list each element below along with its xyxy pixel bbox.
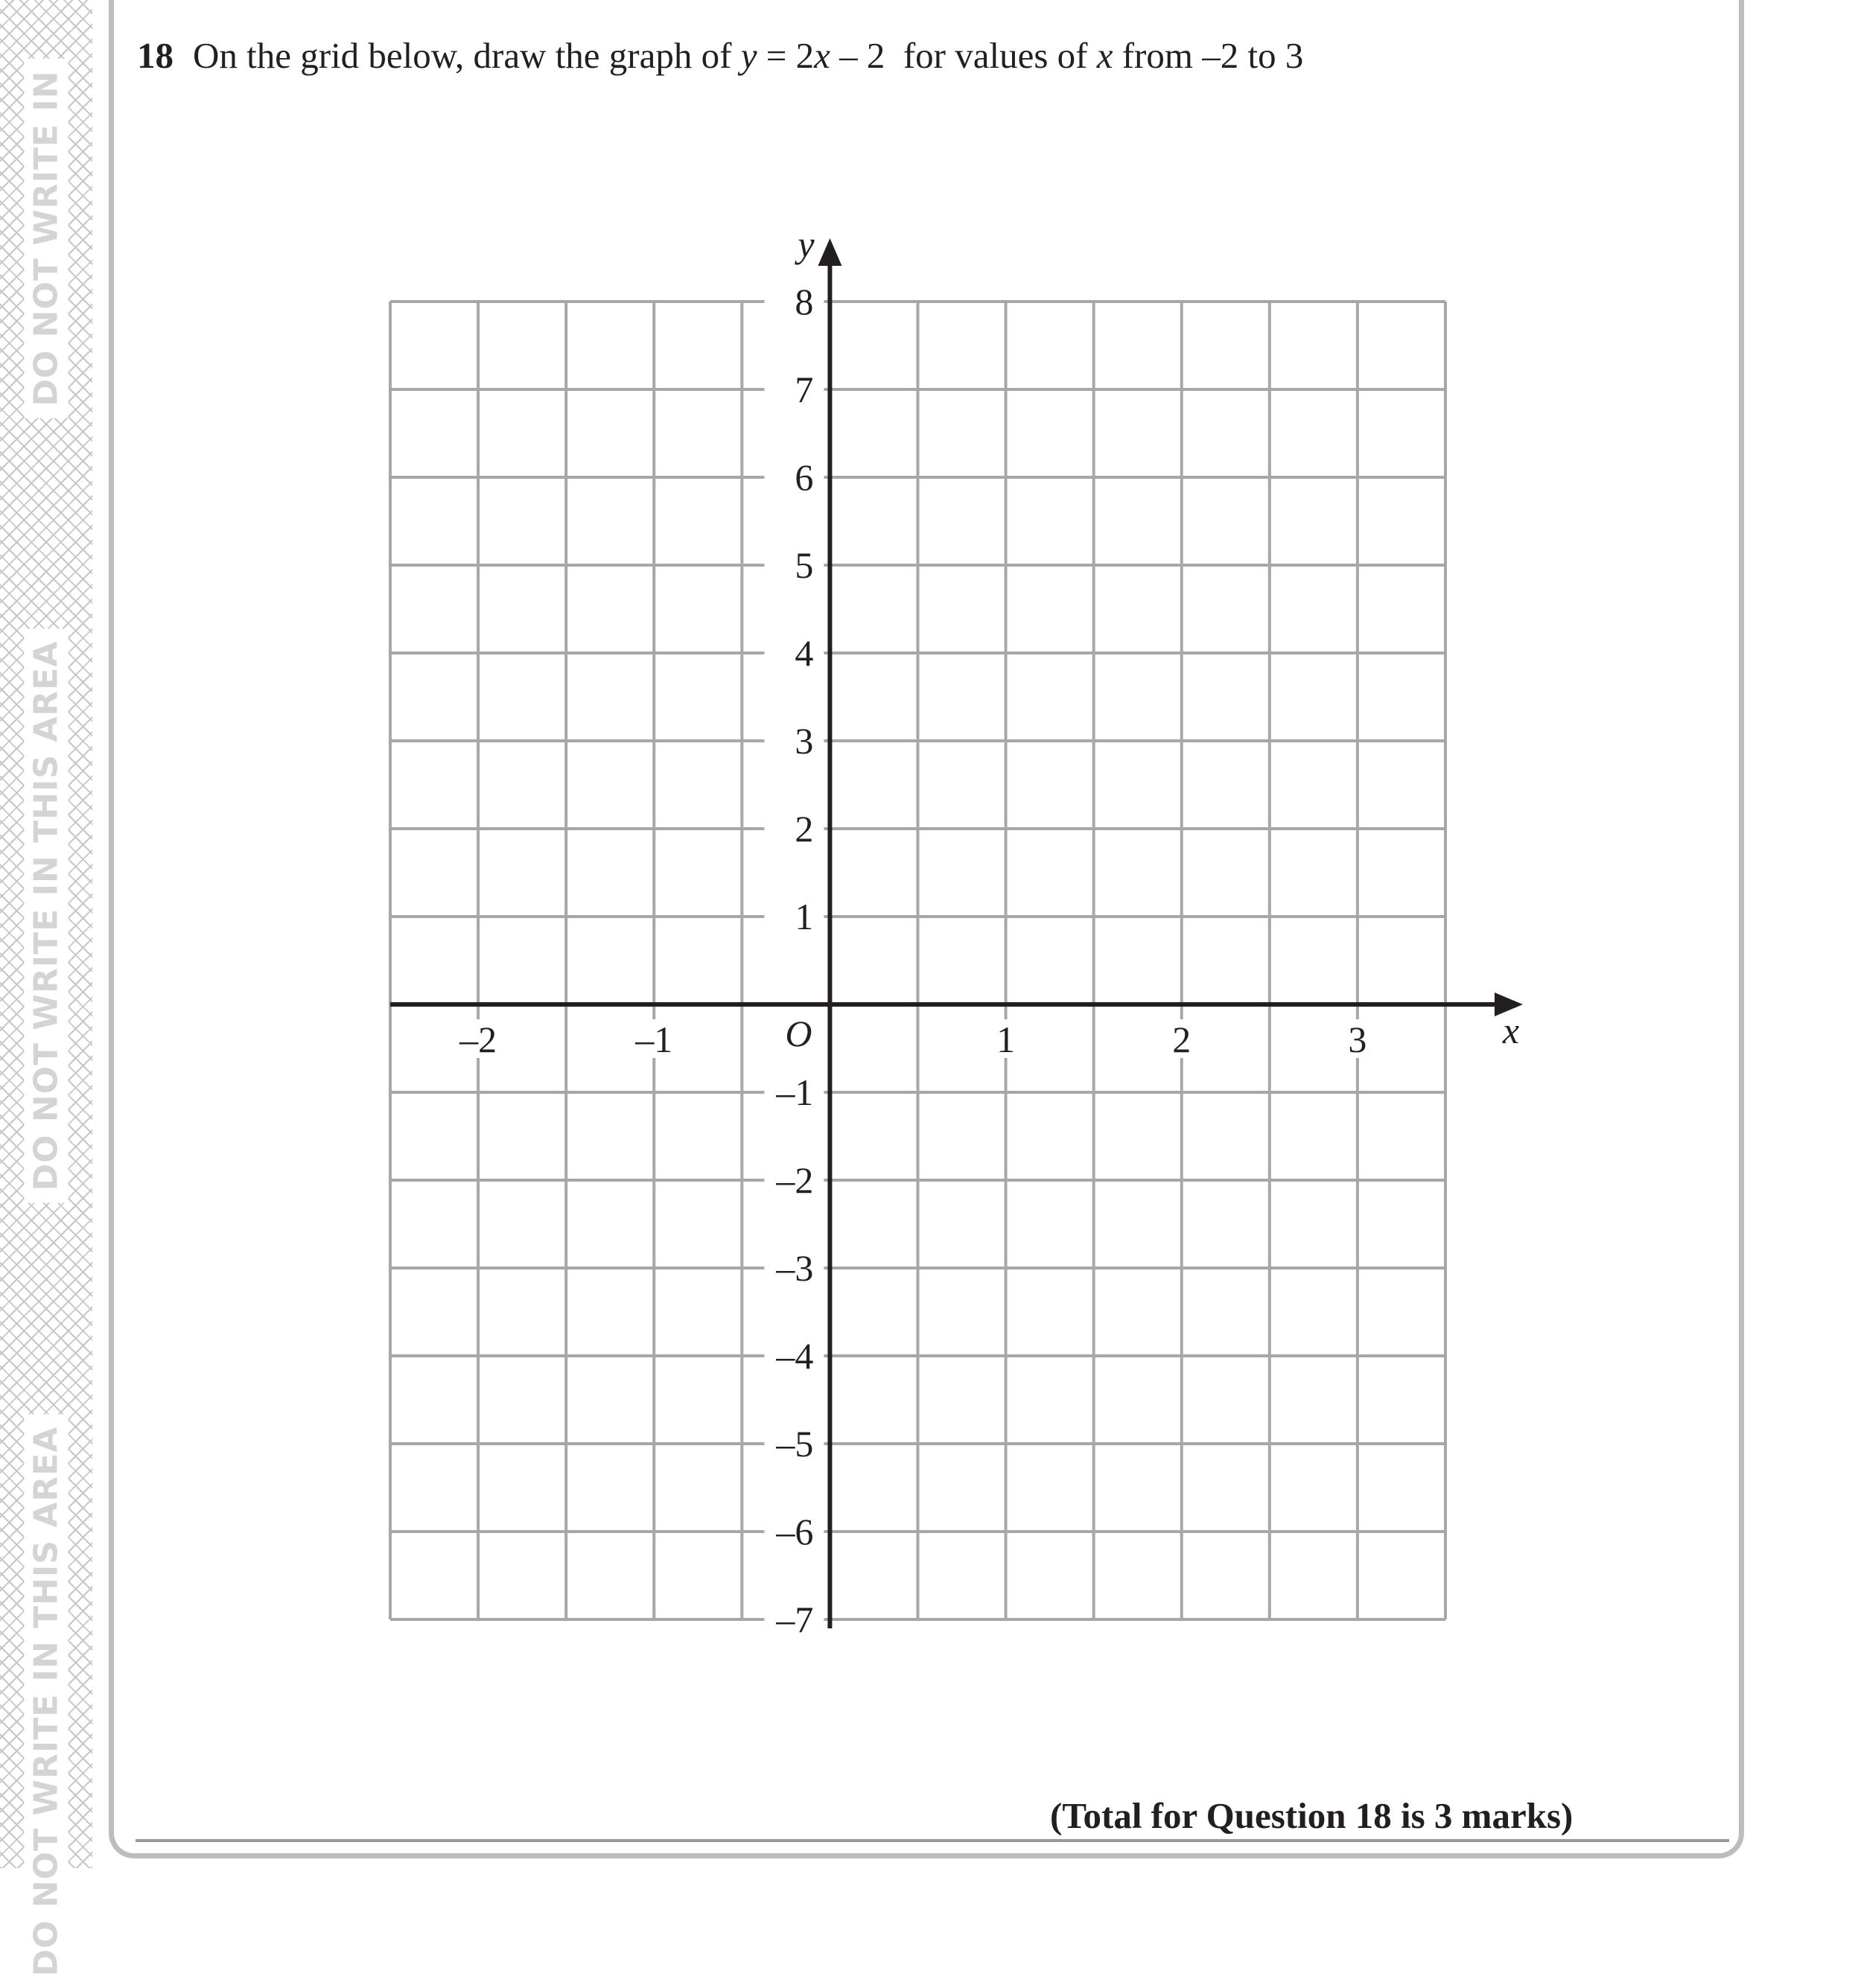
y-tick-label: –4	[776, 1335, 814, 1377]
y-tick-label: 8	[795, 281, 814, 322]
x-tick-label: 2	[1172, 1019, 1191, 1060]
x-tick-label: 3	[1348, 1019, 1367, 1060]
equation-end: – 2	[830, 35, 885, 76]
x-axis-label: x	[1502, 1010, 1520, 1051]
variable-x: x	[1096, 35, 1113, 76]
y-tick-label: –6	[776, 1511, 814, 1552]
tick-label-backing	[764, 808, 824, 850]
y-tick-label: 2	[795, 808, 814, 850]
total-marks: (Total for Question 18 is 3 marks)	[1050, 1795, 1574, 1836]
question-middle: for values of	[885, 35, 1097, 76]
y-axis-arrow-icon	[818, 238, 841, 266]
tick-label-backing	[764, 369, 824, 410]
y-tick-label: 1	[795, 896, 814, 937]
y-tick-label: 5	[795, 544, 814, 586]
equation-mid: = 2	[757, 35, 815, 76]
question-prefix: On the grid below, draw the graph of	[193, 35, 741, 76]
y-tick-label: 6	[795, 456, 814, 498]
tick-label-backing	[764, 281, 824, 322]
question-range: from –2 to 3	[1113, 35, 1304, 76]
y-tick-label: 7	[795, 369, 814, 410]
bottom-rule	[136, 1839, 1729, 1842]
margin-label: DO NOT WRITE IN	[25, 58, 69, 418]
question-number: 18	[137, 35, 174, 76]
x-tick-label: –1	[635, 1019, 673, 1060]
tick-label-backing	[764, 456, 824, 498]
margin-label: DO NOT WRITE IN THIS AREA	[25, 1415, 69, 1988]
equation-y: y	[740, 35, 757, 76]
tick-label-backing	[764, 632, 824, 674]
x-tick-label: –2	[459, 1019, 497, 1060]
y-tick-label: 3	[795, 720, 814, 762]
origin-label: O	[785, 1013, 812, 1054]
tick-label-backing	[764, 896, 824, 937]
y-tick-label: 4	[795, 632, 814, 674]
margin-label: DO NOT WRITE IN THIS AREA	[25, 629, 69, 1203]
y-tick-label: –3	[776, 1247, 814, 1289]
tick-label-backing	[764, 720, 824, 762]
y-tick-label: –2	[776, 1159, 814, 1201]
y-tick-label: –5	[776, 1423, 814, 1465]
y-tick-label: –1	[776, 1071, 814, 1113]
y-axis-label: y	[798, 223, 815, 265]
tick-label-backing	[764, 544, 824, 586]
y-tick-label: –7	[776, 1599, 814, 1640]
x-tick-label: 1	[996, 1019, 1016, 1060]
equation-x: x	[814, 35, 830, 76]
